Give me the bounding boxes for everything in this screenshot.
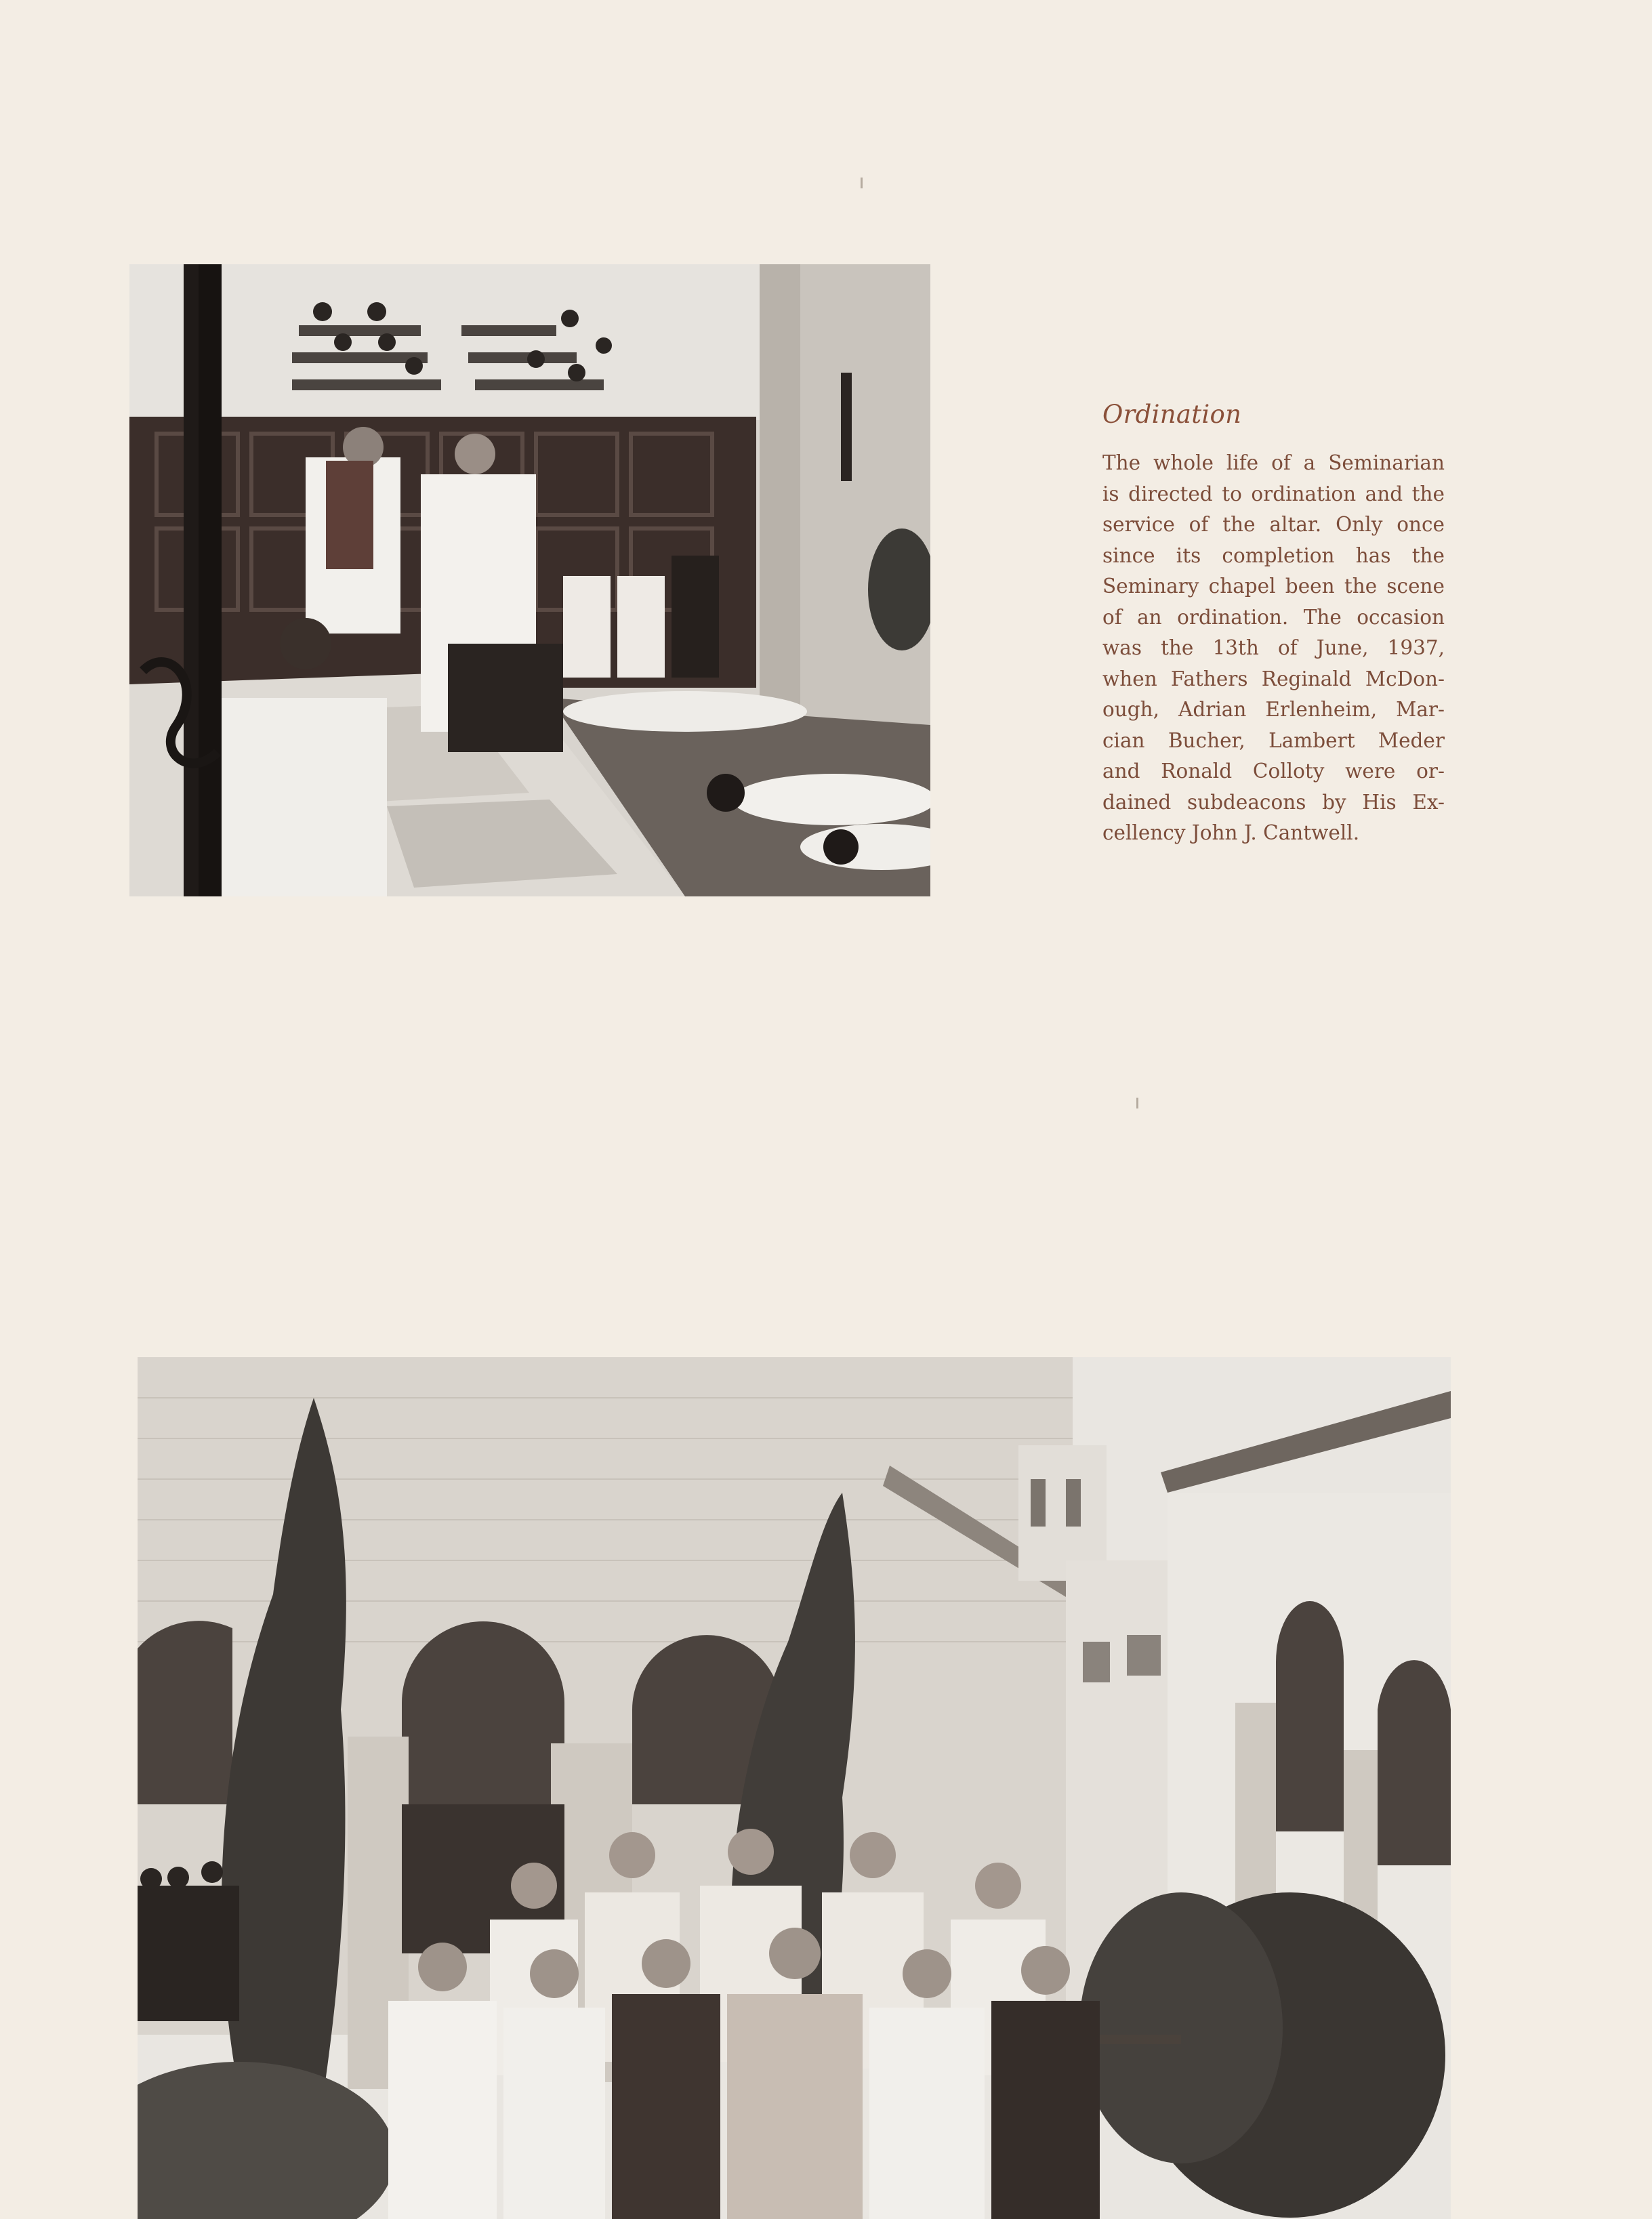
- caption-line: service of the altar. Only once: [1102, 513, 1445, 536]
- caption-line: since its completion has the: [1102, 543, 1445, 567]
- caption-line: dained subdeacons by His Ex-: [1102, 790, 1445, 814]
- caption-body: [1102, 448, 1445, 849]
- ordination-ceremony-photo: [129, 264, 930, 896]
- group-portrait-photo: [138, 1357, 1451, 2219]
- caption-line: is directed to ordination and the: [1102, 482, 1445, 505]
- ordination-ceremony-image: [129, 264, 930, 896]
- caption-line: The whole life of a Seminarian: [1102, 451, 1445, 474]
- caption-line: was the 13th of June, 1937,: [1102, 636, 1445, 659]
- caption-line: ough, Adrian Erlenheim, Mar-: [1102, 698, 1445, 721]
- caption-line: cellency John J. Cantwell.: [1102, 821, 1360, 844]
- caption-line: cian Bucher, Lambert Meder: [1102, 728, 1445, 752]
- paper-speck: [1136, 1098, 1138, 1108]
- ordination-caption: [1102, 400, 1445, 849]
- caption-line: of an ordination. The occasion: [1102, 605, 1445, 629]
- caption-line: Seminary chapel been the scene: [1102, 575, 1445, 598]
- caption-line: and Ronald Colloty were or-: [1102, 760, 1445, 783]
- caption-title: Ordination: [1102, 400, 1242, 429]
- paper-speck: [861, 178, 863, 188]
- group-portrait-image: [138, 1357, 1451, 2219]
- caption-line: when Fathers Reginald McDon-: [1102, 667, 1445, 690]
